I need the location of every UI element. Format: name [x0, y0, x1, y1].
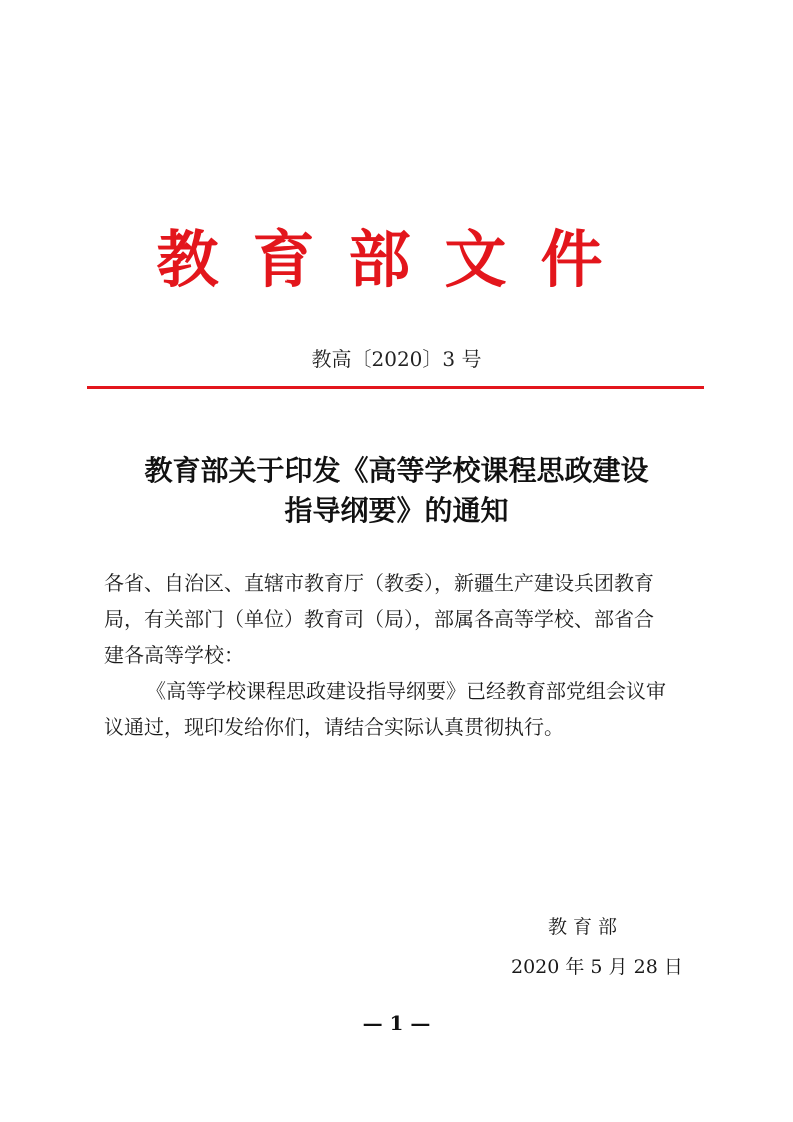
signature-organization: 教育部 — [548, 916, 624, 938]
notice-title — [0, 451, 793, 531]
addressee-line: 建各高等学校： — [104, 643, 244, 667]
document-number: 教高〔2020〕3 号 — [311, 347, 482, 371]
red-divider-line — [87, 386, 704, 389]
content-line: 议通过，现印发给你们，请结合实际认真贯彻执行。 — [104, 715, 564, 739]
content-line: 《高等学校课程思政建设指导纲要》已经教育部党组会议审 — [146, 679, 666, 703]
signature-date: 2020 年 5 月 28 日 — [511, 956, 683, 978]
page-number: — 1 — — [362, 1011, 431, 1035]
notice-title-line-2: 指导纲要》的通知 — [284, 494, 509, 527]
addressee-line: 局，有关部门（单位）教育司（局），部属各高等学校、部省合 — [104, 607, 654, 631]
addressee-line: 各省、自治区、直辖市教育厅（教委），新疆生产建设兵团教育 — [104, 571, 654, 595]
document-header-title: 教育部文件 — [156, 223, 637, 296]
notice-title-line-1: 教育部关于印发《高等学校课程思政建设 — [144, 454, 649, 487]
notice-body — [104, 565, 694, 745]
